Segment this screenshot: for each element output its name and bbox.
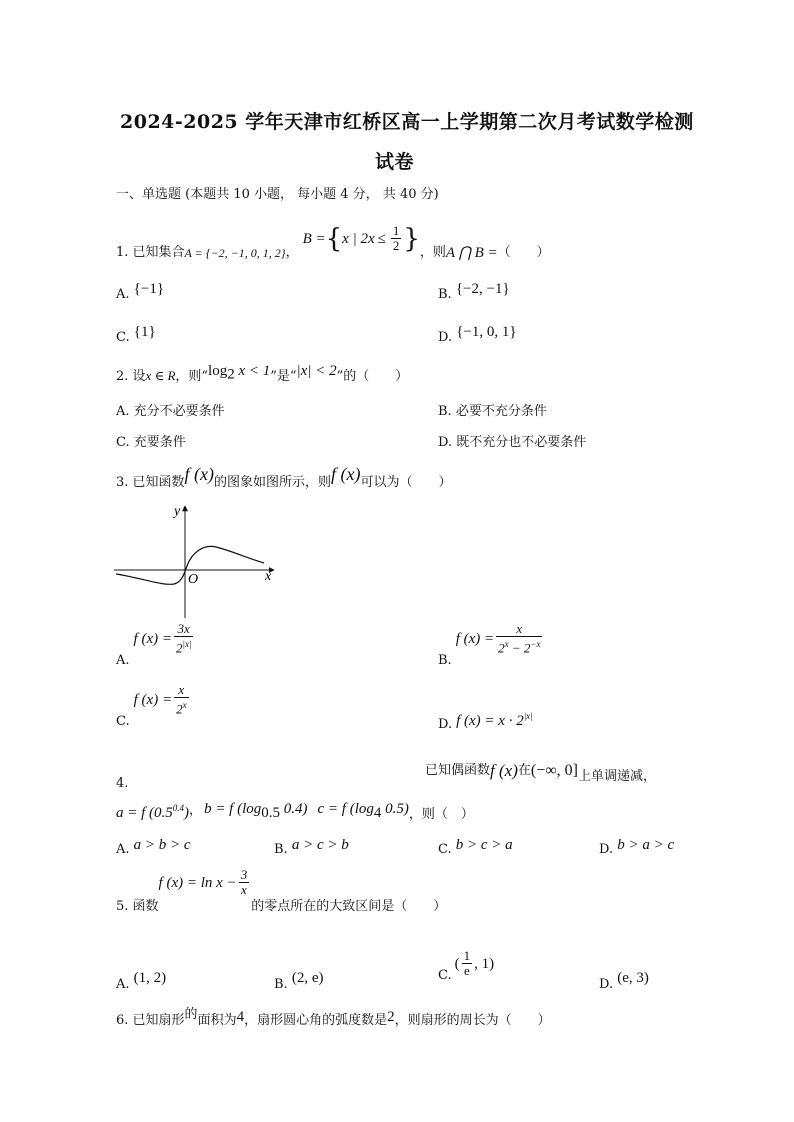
question-1	[116, 221, 550, 261]
q2-option-a	[116, 404, 225, 420]
option-text: 充分不必要条件	[133, 404, 225, 419]
option-label: D.	[599, 842, 614, 857]
question-2-then: ，则“	[175, 369, 209, 384]
option-label: C.	[438, 842, 452, 857]
question-6-area: 面积为	[197, 1013, 237, 1028]
q5-option-b	[274, 970, 324, 993]
q1-option-c	[116, 324, 156, 346]
function-graph	[112, 500, 282, 620]
question-5-stem: 5. 函数	[116, 899, 159, 914]
y-axis-label: y	[174, 504, 181, 519]
q3-option-c	[116, 682, 191, 730]
option-label: B.	[274, 842, 288, 857]
q3-option-d	[438, 712, 533, 733]
option-text: a > b > c	[133, 837, 191, 853]
set-b-fraction	[391, 224, 402, 253]
option-label: B.	[438, 653, 452, 669]
function-fx: f (x)	[490, 761, 518, 780]
option-label: D.	[438, 717, 453, 732]
option-label: C.	[116, 435, 130, 450]
option-text: {−1}	[133, 281, 165, 297]
option-text: 充要条件	[133, 435, 186, 450]
option-label: B.	[438, 287, 452, 302]
formula-fraction	[239, 868, 250, 897]
option-text: 既不充分也不必要条件	[456, 435, 587, 450]
condition-x-in-r: x ∈ R	[145, 368, 176, 383]
set-b-inner: x | 2	[342, 230, 368, 247]
q4-option-a	[116, 837, 191, 858]
angle-value: 2	[387, 1009, 395, 1025]
document-title-line1: 2024-2025 学年天津市红桥区高一上学期第二次月考试数学检测	[120, 111, 694, 133]
question-2-is: ”是“	[270, 369, 297, 384]
log-expression: x < 1	[234, 363, 271, 379]
question-5-tail: 的零点所在的大致区间是（ ）	[251, 899, 447, 914]
set-b-exponent: x	[367, 230, 375, 247]
option-text: {−2, −1}	[455, 281, 510, 297]
question-3	[116, 464, 452, 491]
question-3-mid: 的图象如图所示，则	[214, 475, 332, 490]
log-condition	[208, 363, 270, 383]
function-fx: f (x)	[184, 464, 215, 484]
option-fraction: $\frac{1}{e}$	[463, 948, 471, 978]
option-text: ( $\frac{1}{e}$ , 1)	[454, 948, 495, 978]
question-1-then: ，则	[419, 245, 446, 260]
q1-option-a	[116, 281, 165, 303]
option-text: (1, 2)	[133, 970, 167, 986]
question-4-then: ，则（ ）	[408, 806, 474, 822]
option-text: b > c > a	[455, 837, 513, 853]
question-2	[116, 363, 409, 388]
function-fx: f (x)	[331, 464, 361, 484]
question-4-tail: 上单调递减，	[577, 769, 656, 784]
option-text: 必要不充分条件	[455, 404, 547, 419]
option-label: A.	[116, 977, 130, 992]
fraction-numerator: 1	[392, 223, 400, 238]
formula-lhs: f (x) =	[455, 630, 495, 647]
log-base: 2	[227, 366, 235, 383]
option-label: B.	[274, 977, 288, 992]
question-6-mid: ，扇形圆心角的弧度数是	[244, 1013, 388, 1028]
q2-option-b	[438, 404, 547, 420]
fraction-numerator: x	[516, 621, 523, 636]
option-text: (2, e)	[291, 970, 324, 986]
set-b-left-brace: {	[325, 223, 343, 254]
abs-condition: |x| < 2	[296, 363, 337, 379]
q2-option-d	[438, 435, 586, 451]
question-4-in: 在	[517, 763, 531, 778]
question-4-definitions	[116, 800, 474, 821]
set-b-right-brace: }	[403, 223, 420, 254]
option-text: {1}	[133, 324, 156, 340]
q4-option-b	[274, 837, 349, 858]
formula-lhs: f (x) =	[133, 630, 172, 647]
q5-option-d	[599, 970, 649, 993]
answer-paren: （ ）	[497, 245, 550, 260]
fraction-denominator: x	[241, 882, 247, 897]
option-text: (e, 3)	[617, 970, 649, 986]
fraction-denominator: 2$^x$	[174, 697, 189, 716]
question-6-tail: ，则扇形的周长为（ ）	[394, 1013, 551, 1028]
origin-label: O	[188, 572, 199, 587]
question-6-de: 的	[184, 1007, 198, 1022]
set-b-leq: ≤	[377, 230, 386, 247]
q2-option-c	[116, 435, 186, 451]
fraction-denominator: $2^x - 2^{-x}$	[496, 636, 542, 655]
formula-lhs: f (x) =	[133, 691, 173, 708]
question-6-stem: 6. 已知扇形	[116, 1013, 185, 1028]
question-5	[116, 867, 447, 915]
option-label: A.	[116, 842, 130, 857]
question-6	[116, 1007, 551, 1029]
option-formula	[456, 622, 545, 655]
section-heading: 一、单选题 (本题共 10 小题， 每小题 4 分， 共 40 分)	[116, 187, 439, 202]
q3-option-b	[438, 621, 544, 669]
question-5-formula	[159, 868, 252, 897]
separator: ，	[189, 802, 203, 818]
option-text: {−1, 0, 1}	[456, 324, 517, 340]
option-formula: f $(x) = x \cdot 2^{|x|}$	[456, 711, 533, 729]
question-1-stem: 1. 已知集合	[116, 245, 185, 260]
log-word: log	[208, 363, 228, 379]
option-label: A.	[116, 653, 130, 669]
set-a: A = {−2, −1, 0, 1, 2}	[184, 246, 286, 260]
question-2-stem: 2. 设	[116, 369, 146, 384]
option-text: a > c > b	[291, 837, 349, 853]
fraction-denominator: $2^{|x|}$	[174, 636, 193, 655]
document-title-line2: 试卷	[375, 151, 415, 173]
q5-option-c	[438, 948, 495, 984]
definition-a: a = f $(0.5^{0.4})$	[116, 803, 190, 821]
option-label: D.	[438, 435, 453, 450]
option-formula	[134, 622, 196, 655]
q4-option-d	[599, 837, 675, 858]
q5-option-a	[116, 970, 167, 993]
formula-fraction	[174, 622, 193, 655]
q4-option-c	[438, 837, 513, 858]
option-label: A.	[116, 287, 130, 302]
fraction-numerator: 3x	[177, 621, 190, 636]
option-label: D.	[599, 977, 614, 992]
question-4-number: 4.	[116, 776, 129, 791]
area-value: 4	[236, 1009, 245, 1025]
definition-b: b = f ($\log_{0.5}$ 0.4)	[204, 800, 308, 821]
formula-lhs: f (x) = ln x −	[158, 874, 237, 891]
definition-c: c = f ($\log_4$ 0.5)	[317, 800, 409, 821]
question-1-comma: ，	[285, 245, 299, 260]
x-axis-label: x	[265, 569, 272, 584]
intersection-expression: A ⋂ B =	[445, 245, 498, 261]
question-3-stem: 3. 已知函数	[116, 475, 185, 490]
fraction-numerator: 3	[240, 867, 248, 882]
q1-option-d	[438, 324, 517, 346]
option-label: C.	[116, 714, 130, 730]
question-4-lead: 已知偶函数	[425, 763, 491, 778]
option-label: C.	[116, 330, 130, 345]
question-2-of: ”的（ ）	[336, 369, 409, 384]
option-text: b > a > c	[617, 837, 675, 853]
question-3-tail: 可以为（ ）	[360, 475, 452, 490]
fraction-numerator: x	[178, 682, 185, 697]
interval: (−∞, 0]	[530, 762, 578, 779]
option-label: A.	[116, 404, 130, 419]
option-label: D.	[438, 330, 453, 345]
formula-fraction	[496, 622, 542, 655]
q3-option-a	[116, 621, 195, 669]
option-formula	[134, 683, 191, 716]
set-b	[303, 224, 420, 253]
formula-fraction	[174, 683, 189, 716]
fraction-denominator: 2	[392, 238, 400, 253]
question-4-stem	[425, 761, 656, 784]
option-label: C.	[438, 968, 452, 983]
option-label: B.	[438, 404, 452, 419]
q1-option-b	[438, 281, 510, 303]
set-b-lhs: B =	[302, 230, 326, 247]
